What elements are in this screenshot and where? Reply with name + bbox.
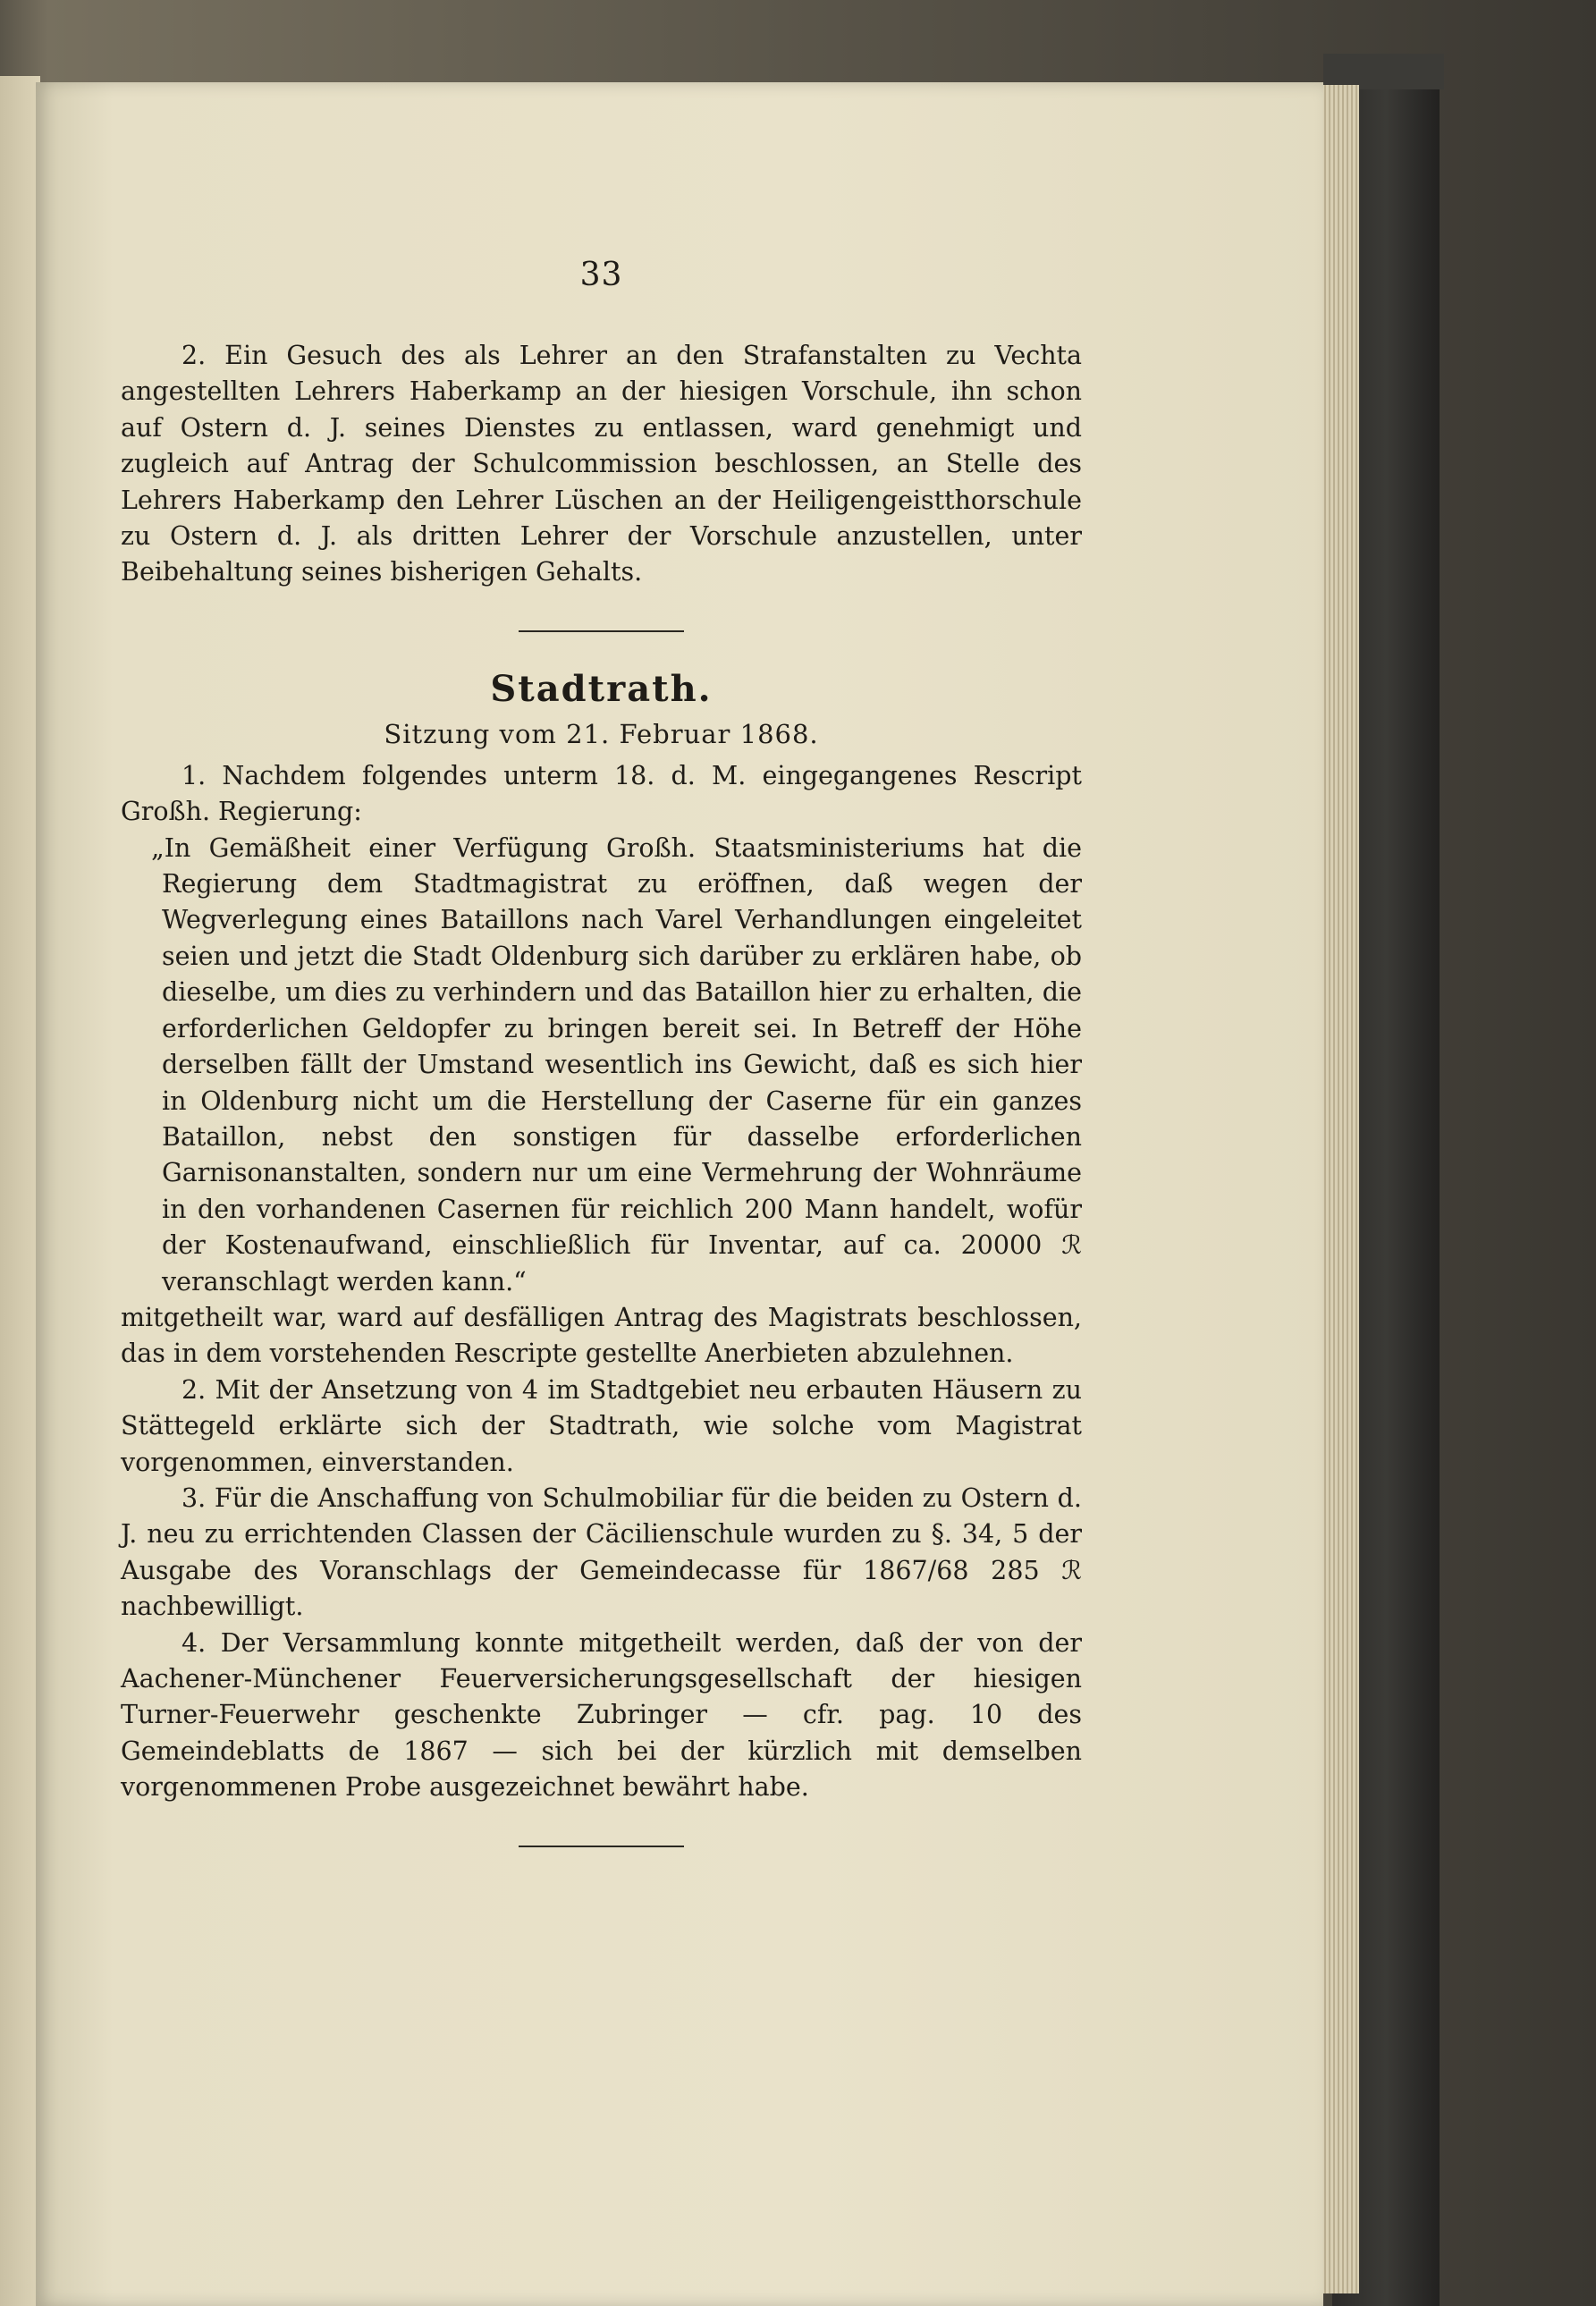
paragraph-item-2-vorschule: 2. Ein Gesuch des als Lehrer an den Strafanstalten zu Vechta angestellten Lehrers Haberkamp an der hiesigen Vorschule, ihn schon auf Ostern d. J. seines Dienstes zu entlassen, ward genehmigt und zugleich auf Antrag der Schulcommission beschlossen, an Stelle des Lehrers Haberkamp den Lehrer Lüschen an der Heiligengeistthorschule zu Ostern d. J. als dritten Lehrer der Vorschule anzustellen, unter Beibehaltung seines bisherigen Gehalts.	[121, 341, 1082, 587]
section-heading: Stadtrath.	[490, 667, 713, 710]
item-1-intro: 1. Nachdem folgendes unterm 18. d. M. eingegangenes Rescript Großh. Regierung:	[121, 760, 1082, 827]
page-stack-edges	[1322, 85, 1359, 2293]
item-4-feuerwehr: 4. Der Versammlung konnte mitgetheilt werden, daß der von der Aachener-Münchener Feuerversicherungsgesellschaft der hiesigen Turner-Feuerwehr geschenkte Zubringer — cfr. pag. 10 des Gemeindeblatts de 1867 — sich bei der kürzlich mit demselben vorgenommenen Probe ausgezeichnet bewährt habe.	[121, 1627, 1082, 1803]
previous-page-edge	[0, 76, 40, 2306]
page-number: 33	[579, 257, 623, 293]
session-date: Sitzung vom 21. Februar 1868.	[384, 718, 819, 749]
book-page	[36, 82, 1323, 2306]
page-content	[121, 257, 1082, 1847]
item-2-staettegeld: 2. Mit der Ansetzung von 4 im Stadtgebiet neu erbauten Häusern zu Stättegeld erklärte sich der Stadtrath, wie solche vom Magistrat vorgenommen, einverstanden.	[121, 1374, 1082, 1477]
item-1-conclusion: mitgetheilt war, ward auf desfälligen Antrag des Magistrats beschlossen, das in dem vorstehenden Rescripte gestellte Anerbieten abzulehnen.	[121, 1302, 1082, 1369]
item-3-schulmobiliar: 3. Für die Anschaffung von Schulmobiliar für die beiden zu Ostern d. J. neu zu errichtenden Classen der Cäcilienschule wurden zu §. 34, 5 der Ausgabe des Voranschlags der Gemeindecasse für 1867/68 285 ℛ nachbewilligt.	[121, 1482, 1082, 1622]
section-divider-top	[519, 630, 684, 632]
section-divider-bottom	[519, 1846, 684, 1847]
item-1-rescript-quote: „In Gemäßheit einer Verfügung Großh. Staatsministeriums hat die Regierung dem Stadtmagistrat zu eröffnen, daß wegen der Wegverlegung eines Bataillons nach Varel Verhandlungen eingeleitet seien und jetzt die Stadt Oldenburg sich darüber zu erklären habe, ob dieselbe, um dies zu verhindern und das Bataillon hier zu erhalten, die erforderlichen Geldopfer zu bringen bereit sei. In Betreff der Höhe derselben fällt der Umstand wesentlich ins Gewicht, daß es sich hier in Oldenburg nicht um die Herstellung der Caserne für ein ganzes Bataillon, nebst den sonstigen für dasselbe erforderlichen Garnisonanstalten, sondern nur um eine Vermehrung der Wohnräume in den vorhandenen Casernen für reichlich 200 Mann handelt, wofür der Kostenaufwand, einschließlich für Inventar, auf ca. 20000 ℛ veranschlagt werden kann.“	[151, 832, 1082, 1297]
book-cover-top	[1323, 54, 1444, 89]
